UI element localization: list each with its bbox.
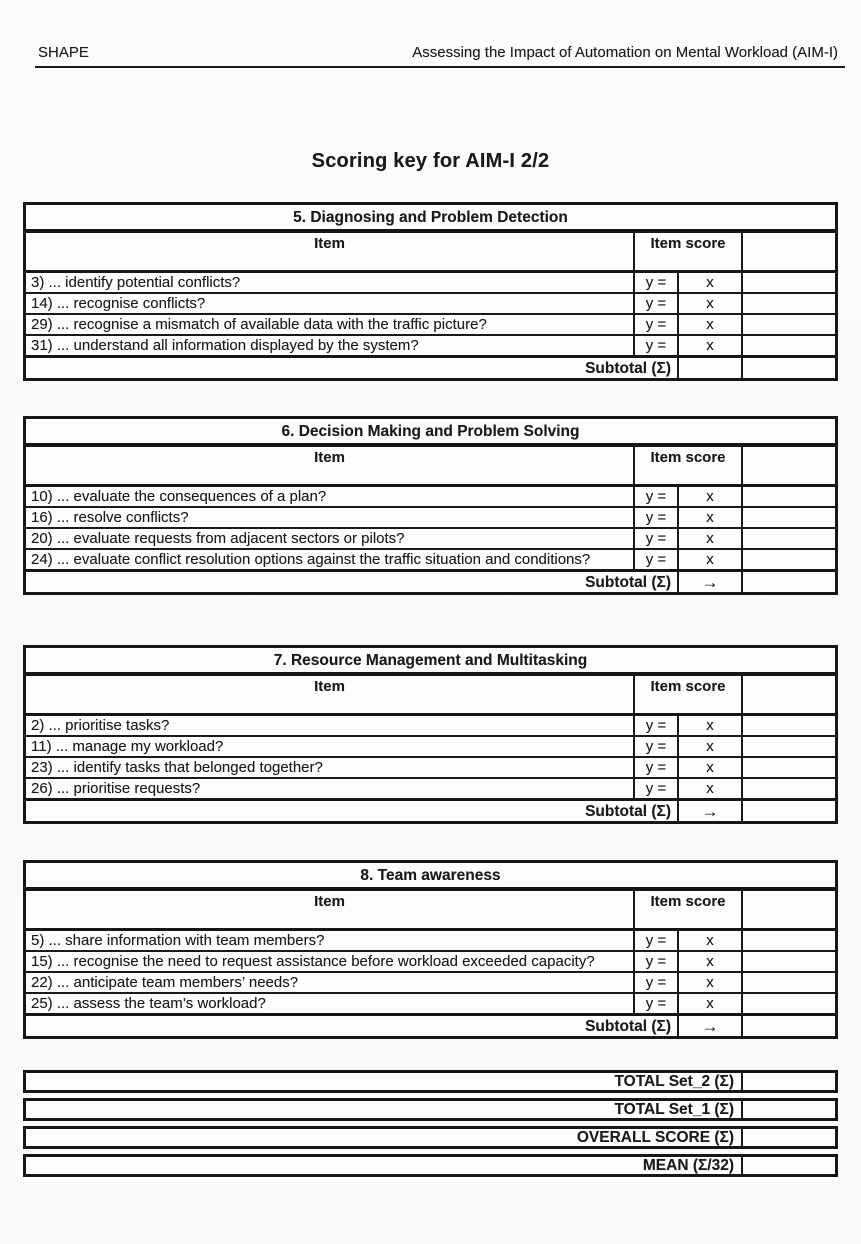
y-equals-label: y = xyxy=(635,508,679,527)
col-header-item: Item xyxy=(26,891,635,928)
table-row xyxy=(26,270,835,292)
item-text: 20) ... evaluate requests from adjacent sectors or pilots? xyxy=(26,529,635,548)
subtotal-entry-cell xyxy=(743,801,835,821)
column-header-row xyxy=(26,229,835,270)
col-header-blank xyxy=(743,891,835,928)
item-text: 23) ... identify tasks that belonged together? xyxy=(26,758,635,777)
x-multiplier-label: x xyxy=(679,315,743,334)
total-entry-cell xyxy=(743,1129,835,1146)
item-text: 29) ... recognise a mismatch of available data with the traffic picture? xyxy=(26,315,635,334)
table-row xyxy=(26,713,835,735)
item-text: 25) ... assess the team’s workload? xyxy=(26,994,635,1013)
x-multiplier-label: x xyxy=(679,508,743,527)
item-text: 2) ... prioritise tasks? xyxy=(26,716,635,735)
column-header-row xyxy=(26,672,835,713)
item-text: 22) ... anticipate team members’ needs? xyxy=(26,973,635,992)
table-row xyxy=(26,484,835,506)
header-rule xyxy=(35,66,845,68)
overall-score-row xyxy=(23,1126,838,1149)
subtotal-entry-cell xyxy=(743,572,835,592)
score-entry-cell xyxy=(743,529,835,548)
total-set2-row xyxy=(23,1070,838,1093)
subtotal-row xyxy=(26,569,835,592)
col-header-item: Item xyxy=(26,233,635,270)
subtotal-label: Subtotal (Σ) xyxy=(26,801,679,821)
subtotal-label: Subtotal (Σ) xyxy=(26,1016,679,1036)
table-row xyxy=(26,313,835,334)
table-section-8 xyxy=(23,860,838,1039)
score-entry-cell xyxy=(743,273,835,292)
total-set2-label: TOTAL Set_2 (Σ) xyxy=(26,1073,743,1090)
table-row xyxy=(26,334,835,355)
table-row xyxy=(26,928,835,950)
item-text: 31) ... understand all information displayed by the system? xyxy=(26,336,635,355)
item-text: 5) ... share information with team members? xyxy=(26,931,635,950)
subtotal-label: Subtotal (Σ) xyxy=(26,358,679,378)
column-header-row xyxy=(26,443,835,484)
section-title: 8. Team awareness xyxy=(360,866,501,884)
section-header-row xyxy=(26,648,835,672)
score-entry-cell xyxy=(743,737,835,756)
x-multiplier-label: x xyxy=(679,550,743,569)
item-text: 26) ... prioritise requests? xyxy=(26,779,635,798)
table-row xyxy=(26,992,835,1013)
section-header-row xyxy=(26,205,835,229)
section-title: 6. Decision Making and Problem Solving xyxy=(281,422,580,440)
col-header-item-score: Item score xyxy=(635,233,743,270)
x-multiplier-label: x xyxy=(679,758,743,777)
y-equals-label: y = xyxy=(635,315,679,334)
section-title: 7. Resource Management and Multitasking xyxy=(273,651,588,669)
mean-row xyxy=(23,1154,838,1177)
item-text: 10) ... evaluate the consequences of a plan? xyxy=(26,487,635,506)
score-entry-cell xyxy=(743,758,835,777)
subtotal-row xyxy=(26,1013,835,1036)
item-text: 14) ... recognise conflicts? xyxy=(26,294,635,313)
table-row xyxy=(26,527,835,548)
score-entry-cell xyxy=(743,550,835,569)
item-text: 15) ... recognise the need to request assistance before workload exceeded capacity? xyxy=(26,952,635,971)
table-row xyxy=(26,777,835,798)
x-multiplier-label: x xyxy=(679,529,743,548)
col-header-item-score: Item score xyxy=(635,447,743,484)
table-row xyxy=(26,950,835,971)
x-multiplier-label: x xyxy=(679,737,743,756)
x-multiplier-label: x xyxy=(679,716,743,735)
table-section-7 xyxy=(23,645,838,824)
section-header-row xyxy=(26,419,835,443)
x-multiplier-label: x xyxy=(679,994,743,1013)
score-entry-cell xyxy=(743,973,835,992)
table-row xyxy=(26,756,835,777)
subtotal-entry-cell xyxy=(743,358,835,378)
score-entry-cell xyxy=(743,294,835,313)
total-entry-cell xyxy=(743,1101,835,1118)
col-header-blank xyxy=(743,447,835,484)
y-equals-label: y = xyxy=(635,973,679,992)
total-entry-cell xyxy=(743,1157,835,1174)
subtotal-row xyxy=(26,798,835,821)
total-entry-cell xyxy=(743,1073,835,1090)
score-entry-cell xyxy=(743,508,835,527)
table-row xyxy=(26,548,835,569)
col-header-item-score: Item score xyxy=(635,891,743,928)
item-text: 3) ... identify potential conflicts? xyxy=(26,273,635,292)
col-header-item: Item xyxy=(26,447,635,484)
y-equals-label: y = xyxy=(635,273,679,292)
y-equals-label: y = xyxy=(635,994,679,1013)
y-equals-label: y = xyxy=(635,758,679,777)
section-header-row xyxy=(26,863,835,887)
y-equals-label: y = xyxy=(635,737,679,756)
y-equals-label: y = xyxy=(635,294,679,313)
x-multiplier-label: x xyxy=(679,952,743,971)
table-row xyxy=(26,971,835,992)
section-title: 5. Diagnosing and Problem Detection xyxy=(293,208,568,226)
y-equals-label: y = xyxy=(635,931,679,950)
x-multiplier-label: x xyxy=(679,931,743,950)
x-multiplier-label: x xyxy=(679,779,743,798)
y-equals-label: y = xyxy=(635,550,679,569)
subtotal-transfer-arrow-icon: → xyxy=(679,1016,743,1036)
score-entry-cell xyxy=(743,487,835,506)
table-section-5 xyxy=(23,202,838,381)
y-equals-label: y = xyxy=(635,336,679,355)
overall-score-label: OVERALL SCORE (Σ) xyxy=(26,1129,743,1146)
col-header-blank xyxy=(743,676,835,713)
y-equals-label: y = xyxy=(635,952,679,971)
score-entry-cell xyxy=(743,931,835,950)
subtotal-entry-cell xyxy=(743,1016,835,1036)
subtotal-transfer-arrow-icon: → xyxy=(679,572,743,592)
col-header-item-score: Item score xyxy=(635,676,743,713)
item-text: 11) ... manage my workload? xyxy=(26,737,635,756)
item-text: 16) ... resolve conflicts? xyxy=(26,508,635,527)
score-entry-cell xyxy=(743,315,835,334)
total-set1-label: TOTAL Set_1 (Σ) xyxy=(26,1101,743,1118)
col-header-blank xyxy=(743,233,835,270)
score-entry-cell xyxy=(743,994,835,1013)
column-header-row xyxy=(26,887,835,928)
table-section-6 xyxy=(23,416,838,595)
col-header-item: Item xyxy=(26,676,635,713)
page-header xyxy=(35,44,844,68)
score-entry-cell xyxy=(743,779,835,798)
header-right-text: Assessing the Impact of Automation on Mental Workload (AIM-I) xyxy=(412,44,838,61)
y-equals-label: y = xyxy=(635,529,679,548)
x-multiplier-label: x xyxy=(679,973,743,992)
table-row xyxy=(26,735,835,756)
score-entry-cell xyxy=(743,716,835,735)
x-multiplier-label: x xyxy=(679,273,743,292)
item-text: 24) ... evaluate conflict resolution options against the traffic situation and conditions? xyxy=(26,550,635,569)
table-row xyxy=(26,506,835,527)
y-equals-label: y = xyxy=(635,716,679,735)
subtotal-label: Subtotal (Σ) xyxy=(26,572,679,592)
total-set1-row xyxy=(23,1098,838,1121)
x-multiplier-label: x xyxy=(679,487,743,506)
subtotal-arrow-cell xyxy=(679,358,743,378)
mean-label: MEAN (Σ/32) xyxy=(26,1157,743,1174)
table-row xyxy=(26,292,835,313)
score-entry-cell xyxy=(743,952,835,971)
score-entry-cell xyxy=(743,336,835,355)
y-equals-label: y = xyxy=(635,487,679,506)
page-title: Scoring key for AIM-I 2/2 xyxy=(311,150,550,172)
subtotal-row xyxy=(26,355,835,378)
x-multiplier-label: x xyxy=(679,294,743,313)
x-multiplier-label: x xyxy=(679,336,743,355)
header-left-text: SHAPE xyxy=(38,44,89,61)
y-equals-label: y = xyxy=(635,779,679,798)
subtotal-transfer-arrow-icon: → xyxy=(679,801,743,821)
